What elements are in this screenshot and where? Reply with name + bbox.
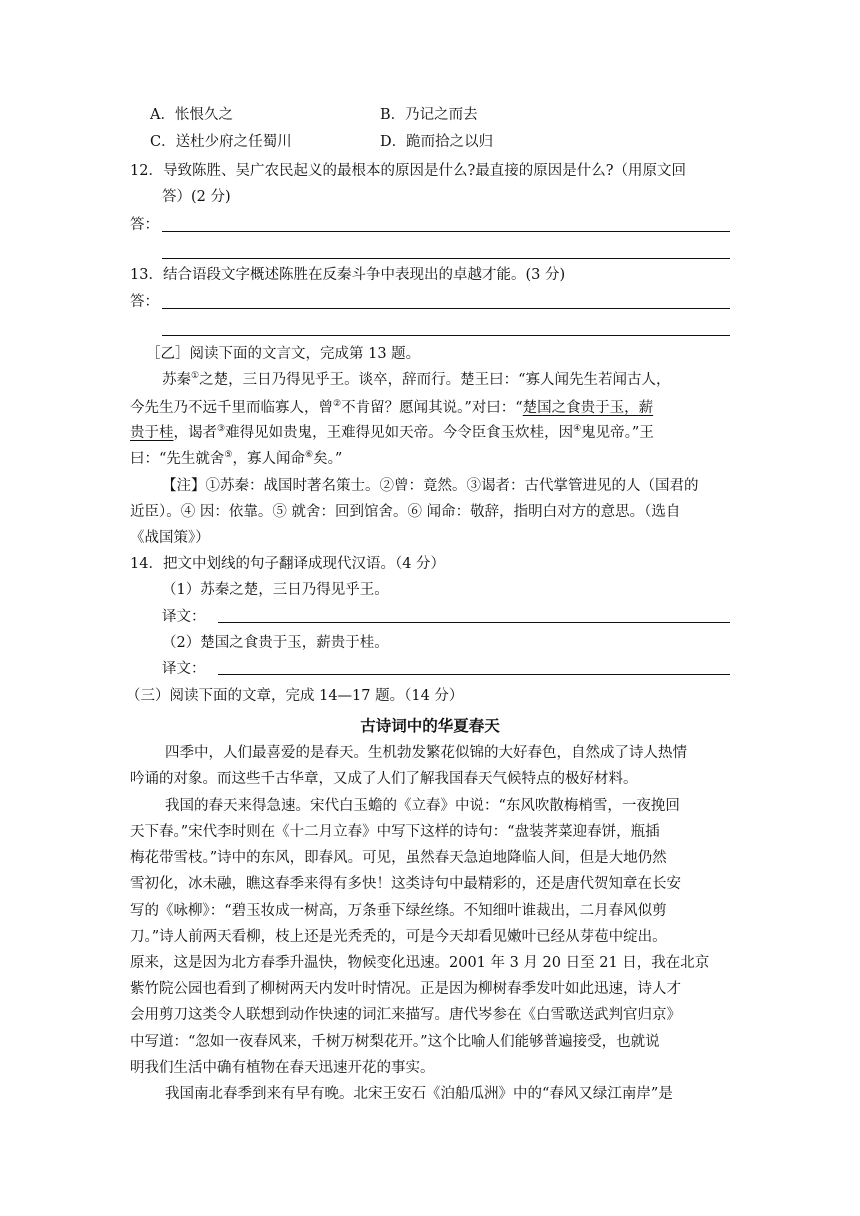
- article-line: 天下春。”宋代李时则在《十二月立春》中写下这样的诗句：“盘装荠菜迎春饼，瓶插: [130, 824, 660, 840]
- article-line: 中写道：“忽如一夜春风来，千树万树梨花开。”这个比喻人们能够普遍接受，也就说: [130, 1034, 660, 1050]
- yi-note-line-1: 【注】①苏秦：战国时著名策士。②曾：竟然。③谒者：古代掌管进见的人（国君的: [162, 478, 699, 494]
- article-line: 写的《咏柳》：“碧玉妆成一树高，万条垂下绿丝绦。不知细叶谁裁出，二月春风似剪: [130, 903, 667, 919]
- yi-para-line-1: 苏秦①之楚，三日乃得见乎王。谈卒，辞而行。楚王曰：“寡人闻先生若闻古人，: [162, 371, 671, 388]
- yi-note-line-2: 近臣）。④ 因：依靠。⑤ 就舍：回到馆舍。⑥ 闻命：敬辞，指明白对方的意思。（选自: [130, 504, 681, 520]
- article-line: 会用剪刀这类令人联想到动作快速的词汇来描写。唐代岑参在《白雪歌送武判官归京》: [130, 1007, 681, 1023]
- option-d: D．跪而拾之以归: [380, 134, 494, 150]
- san-intro: （三）阅读下面的文章，完成 14—17 题。（14 分）: [126, 688, 464, 704]
- q14-trans-label-1: 译文：: [162, 609, 206, 625]
- yi-para-line-2: 今先生乃不远千里而临寡人，曾②不肯留？愿闻其说。”对曰：“楚国之食贵于玉，薪: [130, 399, 654, 416]
- yi-intro: ［乙］阅读下面的文言文，完成第 13 题。: [146, 346, 421, 362]
- article-title: 古诗词中的华夏春天: [360, 717, 500, 735]
- article-line: 我国的春天来得急速。宋代白玉蟾的《立春》中说：“东风吹散梅梢雪，一夜挽回: [165, 798, 680, 814]
- q12-text-cont: 答）(2 分): [162, 189, 231, 205]
- q12-answer-line-2[interactable]: [162, 258, 730, 259]
- yi-para-line-3: 贵于桂，谒者③难得见如贵鬼，王难得见如天帝。今令臣食玉炊桂，因④鬼见帝。”王: [130, 424, 654, 441]
- q14-text: 14．把文中划线的句子翻译成现代汉语。（4 分）: [130, 556, 446, 572]
- q13-text: 13．结合语段文字概述陈胜在反秦斗争中表现出的卓越才能。(3 分): [130, 267, 566, 283]
- yi-note-line-3: 《战国策》）: [130, 530, 210, 546]
- article-line: 吟诵的对象。而这些千古华章，又成了人们了解我国春天气候特点的极好材料。: [130, 771, 638, 787]
- option-b: B．乃记之而去: [380, 107, 478, 123]
- option-c: C．送杜少府之任蜀川: [150, 134, 292, 150]
- article-line: 梅花带雪枝。”诗中的东风，即春风。可见，虽然春天急迫地降临人间，但是大地仍然: [130, 850, 667, 866]
- article-line: 原来，这是因为北方春季升温快，物候变化迅速。2001 年 3 月 20 日至 21 日，我在北京: [130, 955, 710, 971]
- q12-answer-label: 答：: [130, 217, 159, 233]
- q14-trans-line-1[interactable]: [218, 622, 730, 623]
- q13-answer-line-2[interactable]: [162, 335, 730, 336]
- option-a: A．怅恨久之: [150, 107, 233, 123]
- q14-item-1: （1）苏秦之楚，三日乃得见乎王。: [162, 582, 389, 598]
- article-line: 四季中，人们最喜爱的是春天。生机勃发繁花似锦的大好春色，自然成了诗人热情: [165, 745, 687, 761]
- q14-trans-label-2: 译文：: [162, 661, 206, 677]
- article-line: 明我们生活中确有植物在春天迅速开花的事实。: [130, 1060, 435, 1076]
- article-line: 紫竹院公园也看到了柳树两天内发叶时情况。正是因为柳树春季发叶如此迅速，诗人才: [130, 981, 681, 997]
- q13-answer-label: 答：: [130, 294, 159, 310]
- q12-text: 12．导致陈胜、吴广农民起义的最根本的原因是什么?最直接的原因是什么?（用原文回: [130, 163, 686, 179]
- q12-answer-line-1[interactable]: [162, 231, 730, 232]
- article-line: 我国南北春季到来有早有晚。北宋王安石《泊船瓜洲》中的“春风又绿江南岸”是: [165, 1086, 673, 1102]
- article-line: 雪初化，冰未融，瞧这春季来得有多快！这类诗句中最精彩的，还是唐代贺知章在长安: [130, 876, 681, 892]
- q14-item-2: （2）楚国之食贵于玉，薪贵于桂。: [162, 635, 389, 651]
- yi-para-line-4: 曰：“先生就舍⑤，寡人闻命⑥矣。”: [130, 450, 343, 467]
- q14-trans-line-2[interactable]: [218, 674, 730, 675]
- article-line: 刀。”诗人前两天看柳，枝上还是光秃秃的，可是今天却看见嫩叶已经从芽苞中绽出。: [130, 929, 667, 945]
- q13-answer-line-1[interactable]: [162, 308, 730, 309]
